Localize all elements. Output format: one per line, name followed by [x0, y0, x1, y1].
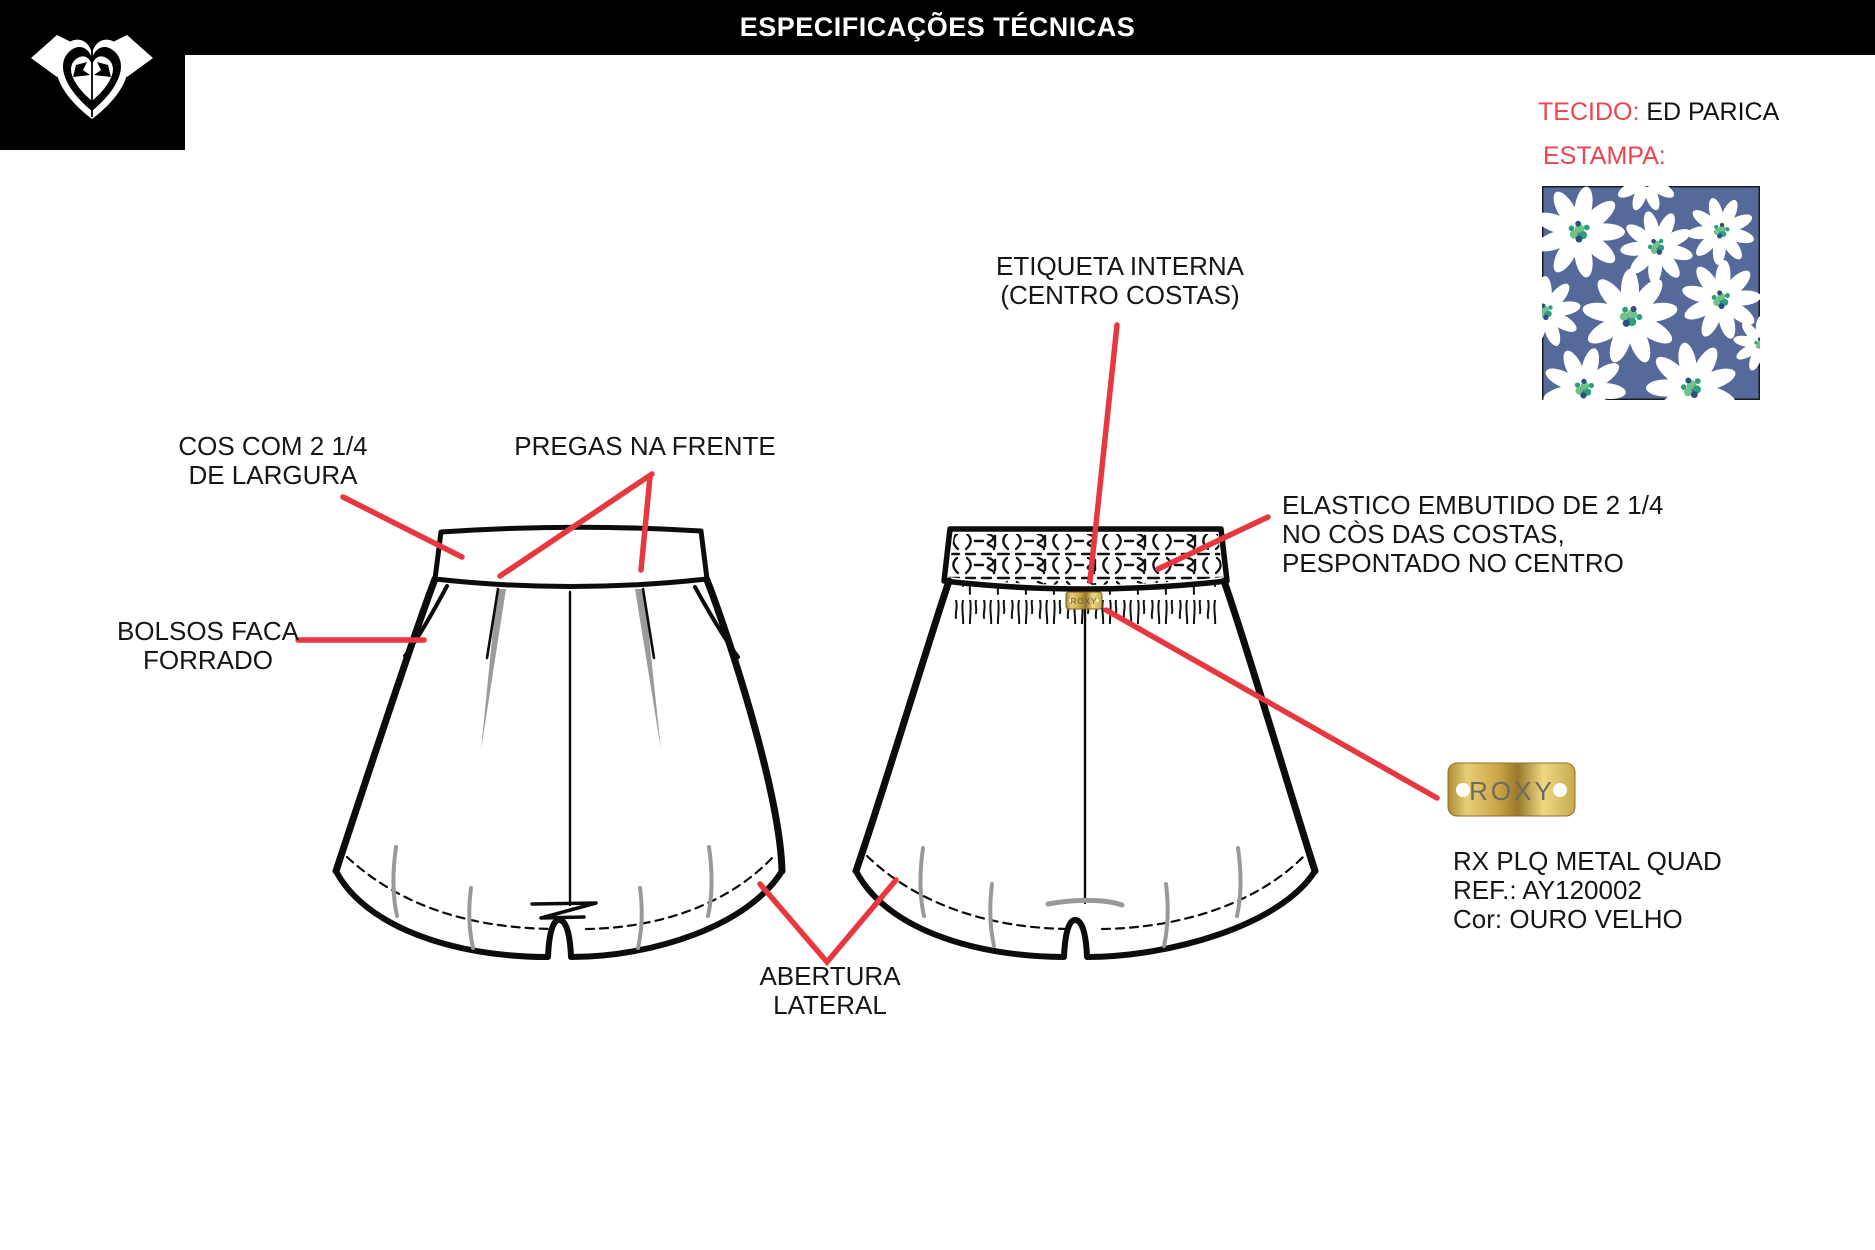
- page-title: ESPECIFICAÇÕES TÉCNICAS: [739, 12, 1136, 42]
- mini-label-text: ROXY: [1070, 597, 1098, 606]
- etiqueta-label-line2: (CENTRO COSTAS): [1000, 280, 1240, 310]
- bolsos-label-line2: FORRADO: [143, 645, 273, 675]
- print-label: ESTAMPA:: [1543, 142, 1666, 170]
- elastico-label-line3: PESPONTADO NO CENTRO: [1282, 548, 1624, 578]
- plaque-name: RX PLQ METAL QUAD: [1453, 846, 1722, 876]
- front-shorts-drawing: [336, 527, 782, 957]
- bolsos-label: [98, 617, 318, 675]
- pregas-label: PREGAS NA FRENTE: [514, 431, 776, 461]
- etiqueta-label-line1: ETIQUETA INTERNA: [996, 251, 1244, 281]
- metal-plaque: [1448, 763, 1575, 816]
- cos-label-line2: DE LARGURA: [188, 460, 358, 490]
- cos-label: [168, 432, 378, 490]
- cos-label-line1: COS COM 2 1/4: [178, 431, 368, 461]
- plaque-text: ROXY: [1469, 776, 1555, 806]
- abertura-leader-lines: [760, 880, 896, 962]
- elastico-label-line1: ELASTICO EMBUTIDO DE 2 1/4: [1282, 490, 1664, 520]
- fabric-value: ED PARICA: [1646, 98, 1780, 126]
- abertura-label: ABERTURA LATERAL: [759, 961, 901, 1020]
- bolsos-label-line1: BOLSOS FACA: [116, 616, 300, 646]
- plaque-spec-text: [1453, 847, 1773, 934]
- mini-roxy-label: [1066, 592, 1102, 609]
- plaque-color: Cor: OURO VELHO: [1453, 904, 1683, 934]
- cos-leader-line: [343, 497, 462, 557]
- elastico-label-line2: NO CÒS DAS COSTAS,: [1282, 519, 1565, 549]
- etiqueta-label: [990, 252, 1250, 310]
- elastico-label: [1282, 491, 1682, 578]
- plaque-leader-line: [1106, 610, 1437, 798]
- plaque-ref: REF.: AY120002: [1453, 875, 1642, 905]
- annotation-lines: [298, 325, 1437, 962]
- fabric-label: TECIDO:: [1538, 98, 1640, 126]
